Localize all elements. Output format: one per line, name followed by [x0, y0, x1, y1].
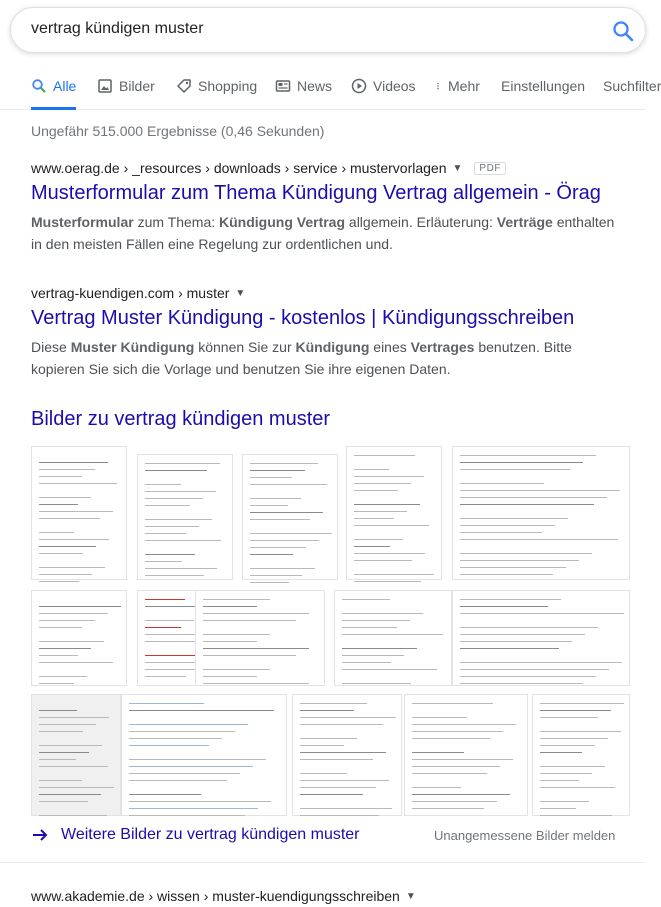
- thumbnail-text-line: [39, 794, 101, 795]
- thumbnail-text-line: [39, 648, 91, 649]
- thumbnail-text-line: [203, 634, 270, 635]
- thumbnail-text-line: [460, 560, 579, 561]
- more-images-label: Weitere Bilder zu vertrag kündigen muster: [61, 826, 360, 843]
- thumbnail-text-line: [300, 752, 386, 753]
- tab-label: Einstellungen: [501, 78, 586, 94]
- thumbnail-text-line: [145, 599, 185, 600]
- thumbnail-text-line: [460, 574, 553, 575]
- thumbnail-text-line: [39, 815, 107, 816]
- thumbnail-text-line: [39, 518, 100, 519]
- thumbnail-text-line: [342, 627, 397, 628]
- thumbnail-text-line: [412, 801, 497, 802]
- thumbnail-text-line: [354, 469, 389, 470]
- thumbnail-text-line: [460, 683, 583, 684]
- thumbnail-text-line: [129, 766, 253, 767]
- thumbnail-text-line: [460, 553, 592, 554]
- thumbnail-text-line: [300, 787, 376, 788]
- breadcrumb[interactable]: [31, 160, 631, 176]
- thumbnail-text-line: [39, 780, 82, 781]
- thumbnail-text-line: [250, 568, 315, 569]
- thumbnail-text-line: [354, 525, 429, 526]
- image-thumbnail[interactable]: [31, 694, 121, 816]
- thumbnail-text-line: [39, 504, 78, 505]
- tab-videos[interactable]: [351, 78, 416, 108]
- thumbnail-text-line: [250, 519, 310, 520]
- breadcrumb[interactable]: [31, 285, 631, 301]
- thumbnail-text-line: [342, 613, 423, 614]
- thumbnail-text-line: [460, 504, 594, 505]
- thumbnail-text-line: [39, 553, 83, 554]
- thumbnail-text-line: [39, 683, 74, 684]
- thumbnail-text-line: [342, 620, 410, 621]
- thumbnail-text-line: [540, 773, 592, 774]
- thumbnail-text-line: [412, 752, 464, 753]
- thumbnail-text-line: [250, 505, 288, 506]
- thumbnail-text-line: [460, 648, 559, 649]
- thumbnail-text-line: [39, 574, 92, 575]
- thumbnail-text-line: [412, 794, 510, 795]
- search-icon: [31, 78, 47, 94]
- thumbnail-text-line: [354, 490, 398, 491]
- image-thumbnail[interactable]: [292, 694, 402, 816]
- tab-label: Videos: [373, 78, 416, 94]
- thumbnail-text-line: [145, 484, 181, 485]
- thumbnail-text-line: [354, 546, 390, 547]
- thumbnail-text-line: [354, 581, 421, 582]
- thumbnail-text-line: [39, 497, 91, 498]
- thumbnail-text-line: [540, 738, 608, 739]
- thumbnail-text-line: [412, 773, 487, 774]
- thumbnail-text-line: [203, 655, 296, 656]
- thumbnail-text-line: [460, 518, 568, 519]
- thumbnail-text-line: [460, 634, 585, 635]
- thumbnail-text-line: [39, 581, 79, 582]
- search-icon[interactable]: [611, 19, 635, 43]
- thumbnail-text-line: [250, 477, 292, 478]
- more-vert-icon: [436, 78, 444, 94]
- section-divider: [0, 862, 645, 863]
- image-thumbnail[interactable]: [334, 590, 452, 686]
- thumbnail-text-line: [145, 554, 195, 555]
- thumbnail-text-line: [129, 773, 240, 774]
- thumbnail-text-line: [39, 627, 82, 628]
- thumbnail-text-line: [250, 512, 323, 513]
- play-icon: [351, 78, 367, 94]
- search-input[interactable]: [31, 20, 531, 38]
- tab-label: Alle: [53, 78, 77, 94]
- thumbnail-text-line: [145, 519, 212, 520]
- thumbnail-text-line: [39, 745, 102, 746]
- thumbnail-text-line: [250, 498, 301, 499]
- breadcrumb-text: vertrag-kuendigen.com › muster: [31, 285, 230, 301]
- thumbnail-text-line: [145, 526, 199, 527]
- breadcrumb-text: www.akademie.de › wissen › muster-kuendigungsschreiben: [31, 888, 400, 904]
- thumbnail-text-line: [39, 655, 78, 656]
- thumbnail-text-line: [540, 766, 605, 767]
- news-icon: [275, 78, 291, 94]
- thumbnail-text-line: [540, 745, 595, 746]
- thumbnail-text-line: [145, 620, 194, 621]
- thumbnail-text-line: [129, 724, 248, 725]
- thumbnail-text-line: [39, 676, 87, 677]
- thumbnail-text-line: [203, 606, 257, 607]
- thumbnail-text-line: [39, 641, 104, 642]
- thumbnail-text-line: [145, 540, 221, 541]
- thumbnail-text-line: [540, 703, 624, 704]
- thumbnail-text-line: [300, 724, 383, 725]
- thumbnail-text-line: [129, 731, 235, 732]
- thumbnail-text-line: [412, 738, 490, 739]
- dropdown-arrow-icon[interactable]: ▼: [452, 162, 463, 174]
- report-images-link[interactable]: Unangemessene Bilder melden: [434, 828, 616, 843]
- thumbnail-text-line: [250, 554, 293, 555]
- arrow-right-icon: [31, 826, 49, 844]
- thumbnail-text-line: [145, 463, 220, 464]
- thumbnail-text-line: [300, 738, 357, 739]
- image-thumbnail[interactable]: [452, 590, 630, 686]
- thumbnail-text-line: [129, 808, 258, 809]
- thumbnail-text-line: [250, 533, 332, 534]
- thumbnail-text-line: [300, 773, 347, 774]
- tab-suchfilter[interactable]: [603, 78, 661, 108]
- thumbnail-text-line: [39, 710, 77, 711]
- thumbnail-text-line: [460, 641, 572, 642]
- thumbnail-text-line: [342, 599, 390, 600]
- thumbnail-text-line: [412, 731, 503, 732]
- thumbnail-text-line: [460, 525, 555, 526]
- thumbnail-text-line: [460, 455, 596, 456]
- thumbnail-text-line: [354, 483, 411, 484]
- thumbnail-text-line: [460, 613, 624, 614]
- result-snippet: Musterformular zum Thema: Kündigung Vertrag allgemein. Erläuterung: Verträge enthalten in den meisten Fällen eine Regelung zur ordentlichen und.: [31, 214, 615, 252]
- thumbnail-text-line: [129, 759, 266, 760]
- thumbnail-text-line: [300, 815, 379, 816]
- thumbnail-text-line: [203, 599, 270, 600]
- thumbnail-text-line: [39, 731, 83, 732]
- thumbnail-text-line: [203, 669, 270, 670]
- thumbnail-text-line: [460, 532, 542, 533]
- thumbnail-text-line: [203, 676, 257, 677]
- thumbnail-text-line: [342, 634, 443, 635]
- thumbnail-text-line: [460, 567, 566, 568]
- thumbnail-text-line: [354, 476, 424, 477]
- thumbnail-text-line: [203, 620, 296, 621]
- thumbnail-text-line: [354, 511, 407, 512]
- search-tabs: [0, 60, 661, 110]
- thumbnail-text-line: [460, 462, 583, 463]
- thumbnail-text-line: [39, 546, 96, 547]
- thumbnail-text-line: [39, 787, 114, 788]
- thumbnail-text-line: [250, 582, 289, 583]
- thumbnail-text-line: [39, 766, 108, 767]
- thumbnail-text-line: [39, 724, 96, 725]
- thumbnail-text-line: [39, 539, 109, 540]
- thumbnail-text-line: [460, 469, 570, 470]
- thumbnail-text-line: [412, 724, 516, 725]
- thumbnail-text-line: [129, 801, 271, 802]
- image-thumbnail[interactable]: [532, 694, 630, 816]
- tab-alle[interactable]: [31, 78, 76, 108]
- thumbnail-text-line: [129, 710, 274, 711]
- thumbnail-text-line: [342, 669, 437, 670]
- image-thumbnail[interactable]: [242, 454, 338, 580]
- thumbnail-text-line: [300, 745, 344, 746]
- thumbnail-text-line: [203, 641, 257, 642]
- thumbnail-text-line: [145, 627, 181, 628]
- thumbnail-text-line: [39, 532, 74, 533]
- thumbnail-text-line: [354, 574, 434, 575]
- thumbnail-text-line: [250, 484, 327, 485]
- thumbnail-text-line: [129, 738, 222, 739]
- thumbnail-text-line: [129, 703, 204, 704]
- thumbnail-text-line: [300, 794, 363, 795]
- thumbnail-text-line: [39, 801, 88, 802]
- thumbnail-text-line: [39, 606, 121, 607]
- thumbnail-text-line: [460, 627, 598, 628]
- search-box[interactable]: [10, 7, 646, 53]
- more-images-link[interactable]: [31, 826, 360, 844]
- breadcrumb[interactable]: [31, 888, 631, 904]
- file-type-badge: PDF: [474, 162, 506, 175]
- image-thumbnail[interactable]: [137, 454, 233, 580]
- thumbnail-text-line: [540, 801, 589, 802]
- thumbnail-text-line: [354, 504, 420, 505]
- thumbnail-text-line: [203, 648, 309, 649]
- thumbnail-text-line: [145, 568, 217, 569]
- thumbnail-text-line: [342, 662, 391, 663]
- thumbnail-text-line: [39, 717, 109, 718]
- thumbnail-text-line: [460, 676, 596, 677]
- thumbnail-text-line: [145, 575, 204, 576]
- thumbnail-text-line: [412, 766, 500, 767]
- thumbnail-text-line: [129, 815, 245, 816]
- result-snippet: Diese Muster Kündigung können Sie zur Kündigung eines Vertrages benutzen. Bitte kopieren Sie sich die Vorlage und benutzen Sie ihre eigenen Daten.: [31, 339, 572, 377]
- image-thumbnail[interactable]: [31, 446, 127, 580]
- thumbnail-text-line: [460, 606, 548, 607]
- thumbnail-text-line: [250, 547, 306, 548]
- tab-label: Shopping: [198, 78, 258, 94]
- thumbnail-text-line: [540, 710, 611, 711]
- thumbnail-text-line: [39, 469, 95, 470]
- thumbnail-text-line: [145, 470, 207, 471]
- thumbnail-text-line: [540, 808, 576, 809]
- tab-einstellungen[interactable]: [501, 78, 585, 108]
- result-stats: Ungefähr 515.000 Ergebnisse (0,46 Sekunden): [31, 123, 325, 139]
- search-result: [31, 160, 631, 255]
- thumbnail-text-line: [300, 808, 392, 809]
- thumbnail-text-line: [354, 539, 403, 540]
- tab-mehr[interactable]: [436, 78, 480, 108]
- thumbnail-text-line: [540, 731, 621, 732]
- thumbnail-text-line: [39, 759, 76, 760]
- thumbnail-text-line: [540, 780, 579, 781]
- thumbnail-text-line: [39, 752, 89, 753]
- tab-label: Bilder: [119, 78, 155, 94]
- thumbnail-text-line: [203, 613, 309, 614]
- thumbnail-text-line: [354, 518, 394, 519]
- search-result: [31, 285, 631, 380]
- thumbnail-text-line: [412, 703, 493, 704]
- thumbnail-text-line: [300, 717, 396, 718]
- thumbnail-text-line: [145, 498, 203, 499]
- thumbnail-text-line: [354, 560, 412, 561]
- dropdown-arrow-icon[interactable]: ▼: [405, 890, 416, 902]
- thumbnail-text-line: [460, 669, 609, 670]
- thumbnail-text-line: [250, 575, 302, 576]
- thumbnail-text-line: [250, 470, 305, 471]
- thumbnail-text-line: [412, 717, 467, 718]
- thumbnail-text-line: [342, 655, 404, 656]
- images-heading[interactable]: Bilder zu vertrag kündigen muster: [31, 408, 331, 430]
- thumbnail-text-line: [129, 780, 227, 781]
- thumbnail-text-line: [300, 780, 389, 781]
- thumbnail-text-line: [460, 539, 618, 540]
- thumbnail-text-line: [39, 462, 108, 463]
- thumbnail-text-line: [300, 703, 367, 704]
- dropdown-arrow-icon[interactable]: ▼: [235, 287, 246, 299]
- thumbnail-text-line: [129, 794, 201, 795]
- thumbnail-text-line: [540, 815, 612, 816]
- thumbnail-text-line: [145, 669, 199, 670]
- thumbnail-text-line: [39, 567, 105, 568]
- thumbnail-text-line: [354, 455, 415, 456]
- thumbnail-text-line: [145, 533, 186, 534]
- thumbnail-text-line: [460, 599, 561, 600]
- result-title[interactable]: Musterformular zum Thema Kündigung Vertrag allgemein - Örag: [31, 182, 601, 204]
- thumbnail-text-line: [540, 787, 615, 788]
- thumbnail-text-line: [145, 505, 190, 506]
- result-title[interactable]: Vertrag Muster Kündigung - kostenlos | Kündigungsschreiben: [31, 307, 575, 329]
- thumbnail-text-line: [540, 717, 598, 718]
- thumbnail-text-line: [39, 476, 82, 477]
- image-icon: [97, 78, 113, 94]
- tab-label: Mehr: [448, 78, 480, 94]
- thumbnail-text-line: [300, 759, 373, 760]
- thumbnail-text-line: [39, 620, 95, 621]
- thumbnail-text-line: [203, 683, 309, 684]
- thumbnail-text-line: [250, 463, 318, 464]
- thumbnail-text-line: [342, 683, 411, 684]
- thumbnail-text-line: [39, 662, 113, 663]
- tab-shopping[interactable]: [176, 78, 257, 108]
- thumbnail-text-line: [145, 491, 216, 492]
- image-thumbnail[interactable]: [195, 590, 325, 686]
- search-result: [31, 888, 631, 904]
- thumbnail-text-line: [342, 648, 417, 649]
- tab-news[interactable]: [275, 78, 332, 108]
- thumbnail-text-line: [354, 553, 425, 554]
- tab-label: Suchfilter: [603, 78, 661, 94]
- tag-icon: [176, 78, 192, 94]
- thumbnail-text-line: [145, 676, 186, 677]
- tab-bilder[interactable]: [97, 78, 155, 108]
- thumbnail-text-line: [412, 759, 513, 760]
- image-thumbnail[interactable]: [31, 590, 127, 686]
- image-thumbnail[interactable]: [121, 694, 287, 816]
- thumbnail-text-line: [145, 561, 182, 562]
- image-thumbnail[interactable]: [452, 446, 630, 580]
- thumbnail-text-line: [412, 808, 484, 809]
- thumbnail-text-line: [460, 483, 544, 484]
- thumbnail-text-line: [250, 540, 319, 541]
- thumbnail-text-line: [39, 511, 113, 512]
- thumbnail-text-line: [39, 613, 108, 614]
- thumbnail-text-line: [412, 787, 461, 788]
- thumbnail-text-line: [460, 497, 607, 498]
- thumbnail-text-line: [540, 752, 582, 753]
- thumbnail-text-line: [300, 710, 354, 711]
- breadcrumb-text: www.oerag.de › _resources › downloads › service › mustervorlagen: [31, 160, 447, 176]
- thumbnail-text-line: [460, 662, 622, 663]
- image-thumbnail[interactable]: [404, 694, 528, 816]
- tab-label: News: [297, 78, 333, 94]
- thumbnail-text-line: [39, 483, 117, 484]
- image-thumbnail[interactable]: [346, 446, 442, 580]
- thumbnail-text-line: [460, 490, 620, 491]
- thumbnail-text-line: [129, 745, 209, 746]
